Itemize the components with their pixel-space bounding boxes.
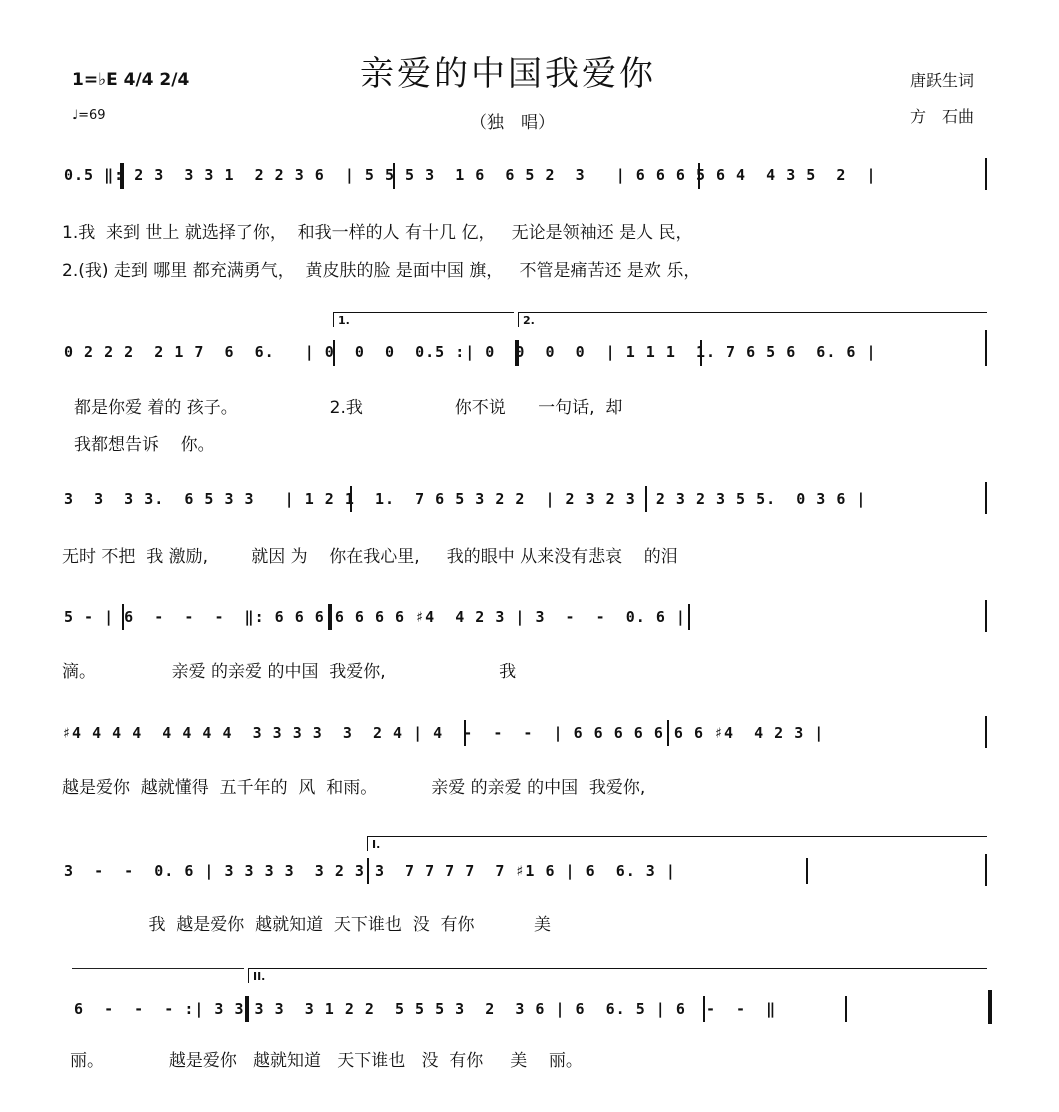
key-signature: 1=♭E 4/4 2/4 xyxy=(72,70,190,90)
bar-line xyxy=(985,716,987,748)
notation-row-4: 5 - | 6 - - - ‖: 6 6 6 6 6 6 6 ♯4 4 2 3 | 3 - - 0. 6 | xyxy=(64,608,686,626)
notation-row-1: 0.5 ‖: 2 3 3 3 1 2 2 3 6 | 5 5 5 3 1 6 6 5 2 3 | 6 6 6 5 6 4 4 3 5 2 | xyxy=(64,166,877,184)
final-bar xyxy=(988,990,992,1024)
lyric-line-5: 越是爱你 越就懂得 五千年的 风 和雨。 亲爱 的亲爱 的中国 我爱你, xyxy=(62,778,646,798)
lyric-line-7: 丽。 越是爱你 越就知道 天下谁也 没 有你 美 丽。 xyxy=(70,1051,583,1071)
notation-row-5: ♯4 4 4 4 4 4 4 4 3 3 3 3 3 2 4 | 4 - - - | 6 6 6 6 6 6 6 ♯4 4 2 3 | xyxy=(62,724,825,742)
song-title: 亲爱的中国我爱你 xyxy=(360,54,656,94)
bar-line xyxy=(688,604,690,630)
lyric-line-2b: 我都想告诉 你。 xyxy=(74,435,215,455)
bar-line xyxy=(985,158,987,190)
bar-line xyxy=(985,854,987,886)
staff-top-rule xyxy=(72,968,244,969)
bar-line xyxy=(806,858,808,884)
volta-second-ending: II. xyxy=(248,968,987,983)
lyric-line-2a: 都是你爱 着的 孩子。 2.我 你不说 一句话, 却 xyxy=(74,398,623,418)
lyric-line-6: 我 越是爱你 越就知道 天下谁也 没 有你 美 xyxy=(62,915,551,935)
bar-line xyxy=(985,600,987,632)
lyricist-credit: 唐跃生词 xyxy=(910,71,975,90)
tempo-marking: ♩=69 xyxy=(72,108,106,123)
notation-row-6: 3 - - 0. 6 | 3 3 3 3 3 2 3 3 7 7 7 7 7 ♯1 6 | 6 6. 3 | xyxy=(64,862,676,880)
volta-first-ending: 1. xyxy=(333,312,514,327)
notation-row-2: 0 2 2 2 2 1 7 6 6. | 0 0 0 0.5 :| 0 0 0 0 | 1 1 1 1. 7 6 5 6 6. 6 | xyxy=(64,343,877,361)
lyric-line-1a: 1.我 来到 世上 就选择了你， 和我一样的人 有十几 亿， 无论是领袖还 是人 民， xyxy=(62,223,693,243)
bar-line xyxy=(985,330,987,366)
notation-row-3: 3 3 3 3. 6 5 3 3 | 1 2 1 1. 7 6 5 3 2 2 | 2 3 2 3 2 3 2 3 5 5. 0 3 6 | xyxy=(64,490,867,508)
volta-second-ending: 2. xyxy=(518,312,987,327)
notation-row-7: 6 - - - :| 3 3 3 3 3 1 2 2 5 5 5 3 2 3 6 | 6 6. 5 | 6 - - ‖ xyxy=(74,1000,777,1018)
composer-credit: 方 石曲 xyxy=(910,107,975,126)
lyric-line-3: 无时 不把 我 激励, 就因 为 你在我心里, 我的眼中 从来没有悲哀 的泪 xyxy=(62,547,678,567)
performance-type: （独 唱） xyxy=(470,113,555,133)
lyric-line-4: 滴。 亲爱 的亲爱 的中国 我爱你, 我 xyxy=(62,662,517,682)
bar-line xyxy=(985,482,987,514)
lyric-line-1b: 2.(我) 走到 哪里 都充满勇气， 黄皮肤的脸 是面中国 旗， 不管是痛苦还 是欢 乐， xyxy=(62,261,701,281)
volta-first-ending: I. xyxy=(367,836,987,851)
bar-line xyxy=(845,996,847,1022)
